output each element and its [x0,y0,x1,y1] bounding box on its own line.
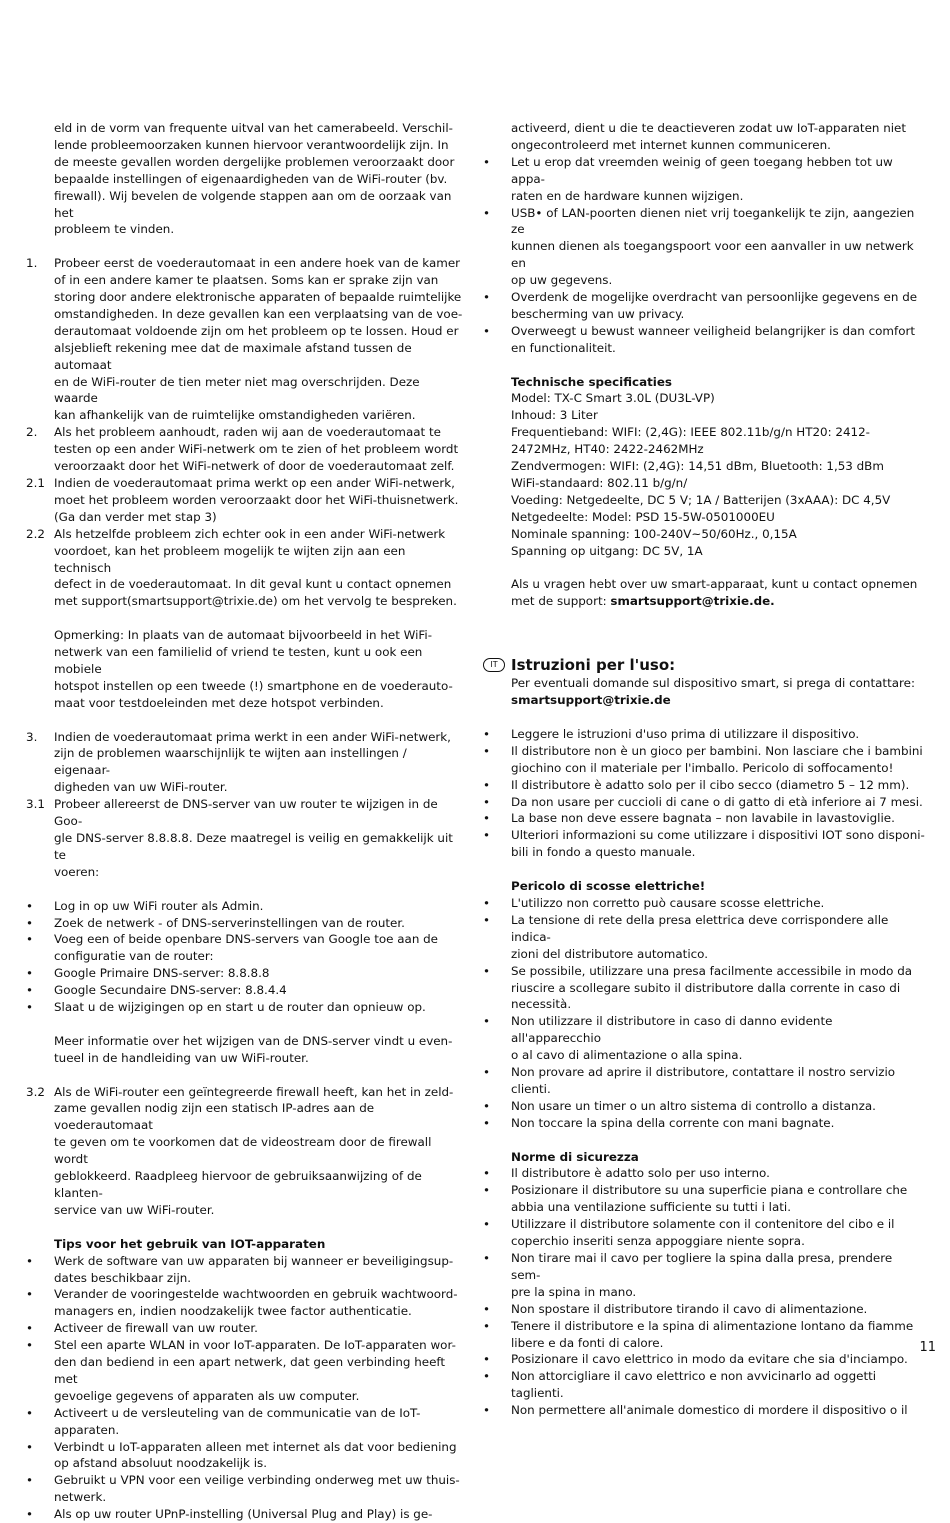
bullet-text: Google Secundaire DNS-server: 8.8.4.4 [54,983,287,998]
more-info-paragraph: Meer informatie over het wijzigen van de DNS-server vindt u even- tueel in de handleiding van uw WiFi-router. [54,1033,453,1065]
step-marker: 1. [26,256,38,271]
bullet-text: Non spostare il distributore tirando il cavo di alimentazione. [511,1301,868,1316]
bullet-dot: • [26,1000,34,1015]
bullet-item [483,1115,925,1132]
numbered-step [26,729,466,797]
bullet-text: La base non deve essere bagnata – non lavabile in lavastoviglie. [511,811,895,826]
bullet-dot: • [483,1352,491,1367]
step-text: Als het probleem aanhoudt, raden wij aan de voederautomaat te testen op een ander WiFi-netwerk om te zien of het probleem wordt veroorzaakt door het WiFi-netwerk of door de voederautomaat zelf. [54,425,459,474]
bullet-dot: • [483,794,491,809]
bullet-text: USB• of LAN-poorten dienen niet vrij toegankelijk te zijn, aangezien ze kunnen dienen als toegangspoort voor een aanvaller in uw netwerk en op uw gegevens. [511,205,915,288]
bullet-item [26,1506,466,1523]
bullet-text: Werk de software van uw apparaten bij wanneer er beveiligingsup- dates beschikbaar zijn. [54,1253,454,1285]
bullet-dot: • [26,1253,34,1268]
bullet-item [483,1216,925,1250]
bullet-dot: • [483,1014,491,1029]
bullet-text: Il distributore è adatto solo per il cibo secco (diametro 5 – 12 mm). [511,777,910,792]
spec-heading: Technische specificaties [511,374,673,389]
safety-bullet-list [483,1165,925,1419]
bullet-item [26,1405,466,1439]
bullet-dot: • [483,963,491,978]
step-3-2 [26,1084,466,1219]
bullet-item [483,827,925,861]
bullet-text: Als op uw router UPnP-instelling (Universal Plug and Play) is ge- [54,1507,433,1522]
step-text: Als de WiFi-router een geïntegreerde firewall heeft, kan het in zeld- zame gevallen nodig zijn een statisch IP-adres aan de voederautomaat te geven om te voorkomen dat de videostream door de firewall wordt geblokkeerd. Raadpleeg hiervoor de gebruiksaanwijzing of de klanten- service van uw WiFi-router. [54,1084,454,1217]
step-text: Probeer eerst de voederautomaat in een andere hoek van de kamer of in een andere kamer te plaatsen. Soms kan er sprake zijn van storing door andere elektronische apparaten of bepaalde ruimtelijke omstandigheden. In deze gevallen kan een verplaatsing van de voe- derautomaat voldoende zijn om het probleem op te lossen. Houd er alsjeblieft rekening mee dat de maximale afstand tussen de automaat en de WiFi-router de tien meter niet mag overschrijden. Deze waarde kan afhankelijk van de ruimtelijke omstandigheden variëren. [54,256,463,423]
numbered-step [26,424,466,475]
bullet-item [483,726,925,743]
bullet-text: Stel een aparte WLAN in voor IoT-apparaten. De IoT-apparaten wor- den dan bediend in een apart netwerk, dat geen verbinding heeft met gevoelige gegevens of apparaten als uw computer. [54,1338,456,1403]
bullet-dot: • [483,205,491,220]
bullet-text: Gebruikt u VPN voor een veilige verbinding onderweg met uw thuis- netwerk. [54,1473,460,1505]
step-marker: 2.2 [26,526,45,541]
step-text: Indien de voederautomaat prima werkt in een ander WiFi-netwerk, zijn de problemen waarschijnlijk te wijten aan instellingen / eigenaar- digheden van uw WiFi-router. [54,729,451,795]
bullet-dot: • [26,1338,34,1353]
bullet-item [483,1368,925,1402]
bullet-text: Verander de vooringestelde wachtwoorden en gebruik wachtwoord- managers en, indien noodzakelijk twee factor authenticatie. [54,1287,458,1319]
bullet-item [26,1253,466,1287]
bullet-item [483,810,925,827]
contact-paragraph [483,576,925,610]
bullet-text: Google Primaire DNS-server: 8.8.8.8 [54,966,270,981]
bullet-item [26,965,466,982]
italian-email: smartsupport@trixie.de [511,693,671,708]
tips-bullet-list [26,1253,466,1523]
bullet-item [483,794,925,811]
bullet-text: Utilizzare il distributore solamente con il contenitore del cibo e il coperchio inseriti senza appoggiare niente sopra. [511,1217,895,1249]
shock-bullet-list [483,895,925,1132]
bullet-item [483,1182,925,1216]
italian-instructions-list [483,726,925,861]
bullet-text: Il distributore è adatto solo per uso interno. [511,1166,770,1181]
bullet-text: Tenere il distributore e la spina di alimentazione lontano da fiamme libere e da fonti di calore. [511,1318,914,1350]
numbered-step [26,255,466,424]
step-marker: 3.2 [26,1084,45,1099]
bullet-item [483,1064,925,1098]
bullet-dot: • [483,323,491,338]
bullet-text: Zoek de netwerk - of DNS-serverinstellingen van de router. [54,915,405,930]
step-marker: 3. [26,729,38,744]
bullet-dot: • [483,811,491,826]
bullet-dot: • [26,1439,34,1454]
bullet-dot: • [26,915,34,930]
bullet-text: Se possibile, utilizzare una presa facilmente accessibile in modo da riuscire a scollegare subito il distributore dalla corrente in caso di necessità. [511,963,913,1012]
bullet-item [483,1098,925,1115]
bullet-item [26,898,466,915]
bullet-item [26,1337,466,1405]
bullet-dot: • [483,1115,491,1130]
bullet-text: Overweegt u bewust wanneer veiligheid belangrijker is dan comfort en functionaliteit. [511,323,916,355]
tips-heading: Tips voor het gebruik van IOT-apparaten [54,1236,326,1251]
bullet-text: Voeg een of beide openbare DNS-servers van Google toe aan de configuratie van de router: [54,932,438,964]
bullet-dot: • [483,1183,491,1198]
bullet-text: Non permettere all'animale domestico di mordere il dispositivo o il [511,1403,908,1418]
intro-paragraph: eld in de vorm van frequente uitval van het camerabeeld. Verschil- lende probleemoorzaken kunnen hiervoor verantwoordelijk zijn. In de meeste gevallen worden dergelijke problemen veroorzaakt door bepaalde instellingen of eigenaardigheden van de WiFi-router (bv. firewall). Wij bevelen de volgende stappen aan om de oorzaak van het probleem te vinden. [54,121,455,237]
bullet-text: Let u erop dat vreemden weinig of geen toegang hebben tot uw appa- raten en de hardware kunnen wijzigen. [511,154,893,203]
continued-text: activeerd, dient u die te deactieveren zodat uw IoT-apparaten niet ongecontroleerd met internet kunnen communiceren. [511,121,907,152]
bullet-item [483,963,925,1014]
bullet-dot: • [483,1369,491,1384]
bullet-item [26,999,466,1016]
bullet-dot: • [483,1166,491,1181]
bullet-item [26,1286,466,1320]
bullet-text: Leggere le istruzioni d'uso prima di utilizzare il dispositivo. [511,726,860,741]
bullet-text: L'utilizzo non corretto può causare scosse elettriche. [511,896,825,910]
iot-tips-continued-list [483,154,925,357]
bullet-dot: • [483,1065,491,1080]
bullet-dot: • [26,1405,34,1420]
step-text: Indien de voederautomaat prima werkt op een ander WiFi-netwerk, moet het probleem worden veroorzaakt door het WiFi-thuisnetwerk. (Ga dan verder met stap 3) [54,476,459,524]
bullet-text: Non tirare mai il cavo per togliere la spina dalla presa, prendere sem- pre la spina in mano. [511,1251,893,1299]
troubleshooting-steps [26,255,466,610]
bullet-item [483,289,925,323]
bullet-item [483,1318,925,1352]
bullet-dot: • [483,290,491,305]
bullet-item [483,1402,925,1419]
bullet-item [483,1250,925,1301]
step-text: Probeer allereerst de DNS-server van uw router te wijzigen in de Goo- gle DNS-server 8.8.8.8. Deze maatregel is veilig en gemakkelijk uit te voeren: [54,797,453,879]
language-badge: IT [483,658,505,672]
bullet-item [483,1165,925,1182]
bullet-dot: • [26,966,34,981]
bullet-dot: • [26,932,34,947]
router-steps [26,729,466,881]
italian-section-header [483,655,925,675]
numbered-step [26,475,466,526]
contact-text: Als u vragen hebt over uw smart-apparaat, kunt u contact opnemen met de support: [511,577,918,609]
bullet-text: La tensione di rete della presa elettrica deve corrispondere alle indica- zioni del distributore automatico. [511,912,889,961]
dns-bullet-list [26,898,466,1016]
bullet-item [483,154,925,205]
note-paragraph: Opmerking: In plaats van de automaat bijvoorbeeld in het WiFi- netwerk van een familielid of vriend te testen, kunt u ook een mobiele hotspot instellen op een tweede (!) smartphone en de voederauto- maat voor testdoeleinden met deze hotspot verbinden. [54,628,453,710]
bullet-text: Da non usare per cuccioli di cane o di gatto di età inferiore ai 7 mesi. [511,794,923,809]
bullet-dot: • [483,1217,491,1232]
bullet-dot: • [26,898,34,913]
bullet-text: Non usare un timer o un altro sistema di controllo a distanza. [511,1098,876,1113]
bullet-item [26,1320,466,1337]
numbered-step [26,796,466,881]
bullet-dot: • [483,912,491,927]
bullet-dot: • [26,1507,34,1522]
page-number: 11 [919,1340,936,1355]
safety-heading: Norme di sicurezza [511,1149,639,1164]
bullet-text: Non provare ad aprire il distributore, contattare il nostro servizio clienti. [511,1065,896,1096]
bullet-dot: • [483,743,491,758]
bullet-item [26,1472,466,1506]
bullet-text: Activeer de firewall van uw router. [54,1321,258,1336]
right-column [483,120,925,1419]
bullet-text: Log in op uw WiFi router als Admin. [54,898,264,913]
bullet-dot: • [483,726,491,741]
step-marker: 2.1 [26,476,45,491]
bullet-dot: • [26,1473,34,1488]
bullet-text: Activeert u de versleuteling van de communicatie van de IoT-apparaten. [54,1405,421,1437]
step-marker: 3.1 [26,797,45,812]
bullet-item [483,1301,925,1318]
bullet-item [483,1013,925,1064]
bullet-dot: • [483,154,491,169]
bullet-dot: • [483,1098,491,1113]
italian-intro: Per eventuali domande sul dispositivo smart, si prega di contattare: [511,676,915,691]
bullet-item [483,895,925,912]
step-marker: 2. [26,425,38,440]
bullet-text: Posizionare il distributore su una superficie piana e controllare che abbia una ventilazione sufficiente su tutti i lati. [511,1183,908,1215]
bullet-item [483,205,925,290]
bullet-item [26,982,466,999]
bullet-text: Ulteriori informazioni su come utilizzare i dispositivi IOT sono disponi- bili in fondo a questo manuale. [511,828,925,860]
bullet-item [26,915,466,932]
bullet-text: Il distributore non è un gioco per bambini. Non lasciare che i bambini giochino con il materiale per l'imballo. Pericolo di soffocamento! [511,743,923,775]
bullet-text: Overdenk de mogelijke overdracht van persoonlijke gegevens en de bescherming van uw privacy. [511,290,918,321]
bullet-text: Non toccare la spina della corrente con mani bagnate. [511,1115,835,1130]
spec-lines: Model: TX-C Smart 3.0L (DU3L-VP) Inhoud: 3 Liter Frequentieband: WIFI: (2,4G): IEEE 802.11b/g/n HT20: 2412- 2472MHz, HT40: 2422-2462MHz Zendvermogen: WIFI: (2,4G): 14,51 dBm, Bluetooth: 1,53 dBm WiFi-standaard: 802.11 b/g/n/ Voeding: Netgedeelte, DC 5 V; 1A / Batterijen (3xAAA): DC 4,5V Netgedeelte: Model: PSD 15-5W-0501000EU Nominale spanning: 100-240V~50/60Hz., 0,15A Spanning op uitgang: DC 5V, 1A [511,391,891,558]
bullet-item [483,743,925,777]
bullet-dot: • [483,1403,491,1418]
bullet-item [26,1439,466,1473]
bullet-dot: • [483,1251,491,1266]
bullet-text: Non utilizzare il distributore in caso di danno evidente all'apparecchio o al cavo di alimentazione o alla spina. [511,1014,833,1063]
bullet-text: Posizionare il cavo elettrico in modo da evitare che sia d'inciampo. [511,1352,908,1367]
bullet-dot: • [483,777,491,792]
bullet-item [26,931,466,965]
italian-section-title: Istruzioni per l'uso: [511,656,676,675]
left-column [26,120,466,1523]
bullet-text: Slaat u de wijzigingen op en start u de router dan opnieuw op. [54,1000,426,1015]
step-text: Als hetzelfde probleem zich echter ook in een ander WiFi-netwerk voordoet, kan het probleem mogelijk te wijten zijn aan een technisch defect in de voederautomaat. In dit geval kunt u contact opnemen met support(smartsupport@trixie.de) om het vervolg te bespreken. [54,526,457,609]
bullet-dot: • [483,828,491,843]
bullet-text: Non attorcigliare il cavo elettrico e non avvicinarlo ad oggetti taglienti. [511,1369,877,1401]
bullet-dot: • [26,1321,34,1336]
bullet-dot: • [483,1301,491,1316]
bullet-dot: • [483,896,491,910]
bullet-dot: • [26,983,34,998]
bullet-item [483,323,925,357]
bullet-item [483,777,925,794]
bullet-item [483,912,925,963]
bullet-text: Verbindt u IoT-apparaten alleen met internet als dat voor bediening op afstand absoluut noodzakelijk is. [54,1439,457,1471]
shock-heading: Pericolo di scosse elettriche! [511,879,706,894]
bullet-dot: • [26,1287,34,1302]
numbered-step [26,526,466,611]
contact-email: smartsupport@trixie.de. [610,594,775,609]
bullet-dot: • [483,1318,491,1333]
